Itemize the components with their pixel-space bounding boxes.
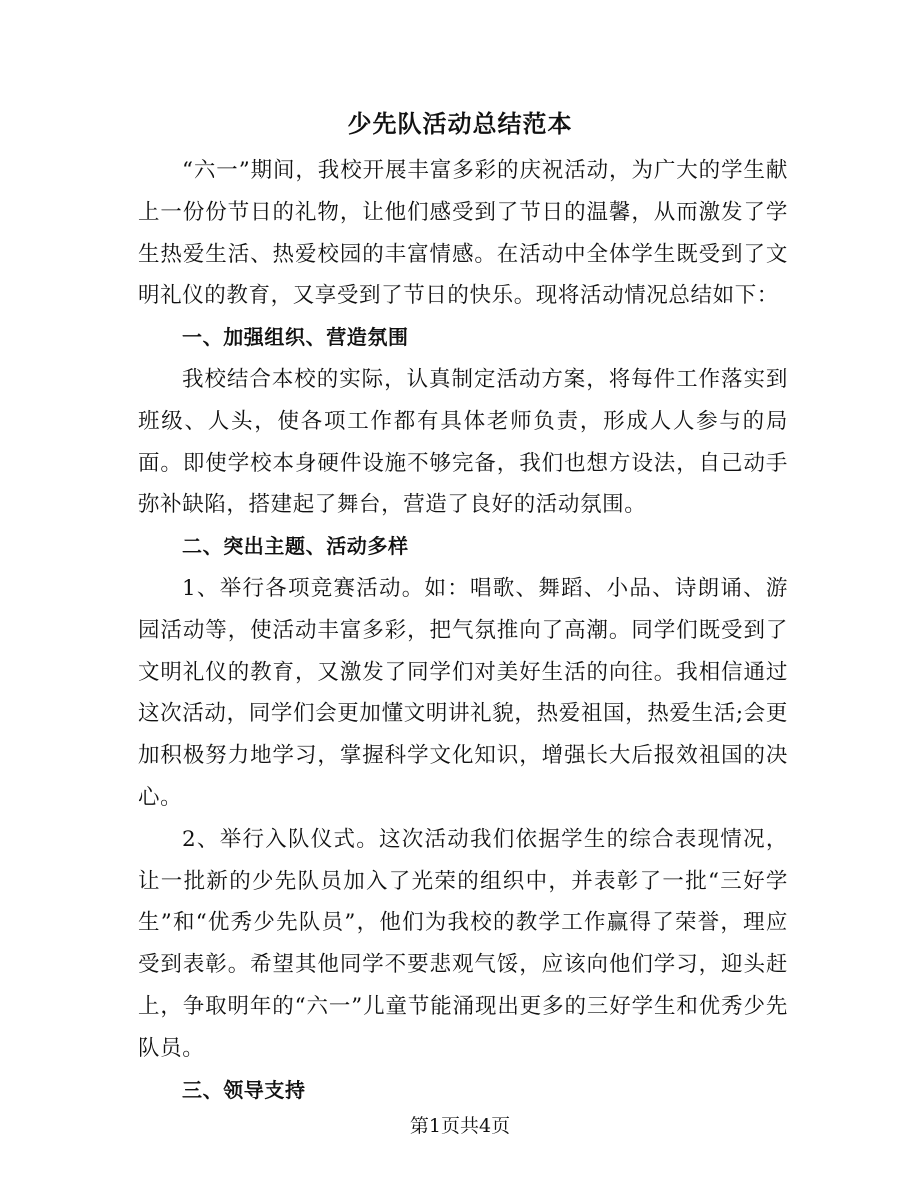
intro-paragraph: “六一”期间，我校开展丰富多彩的庆祝活动，为广大的学生献上一份份节日的礼物，让他们感受到了节日的温馨，从而激发了学生热爱生活、热爱校园的丰富情感。在活动中全体学生既受到了文明礼仪的教育，又享受到了节日的快乐。现将活动情况总结如下：: [138, 158, 788, 309]
document-title: 少先队活动总结范本: [347, 110, 573, 138]
section-heading-1: 一、加强组织、营造氛围: [182, 325, 409, 350]
section-2-item-1-paragraph: 1、举行各项竞赛活动。如：唱歌、舞蹈、小品、诗朗诵、游园活动等，使活动丰富多彩，把气氛推向了高潮。同学们既受到了文明礼仪的教育，又激发了同学们对美好生活的向往。我相信通过这次活动，同学们会更加懂文明讲礼貌，热爱祖国，热爱生活;会更加积极努力地学习，掌握科学文化知识，增强长大后报效祖国的决心。: [138, 575, 788, 810]
document-body: [138, 150, 788, 1111]
section-1-paragraph: 我校结合本校的实际，认真制定活动方案，将每件工作落实到班级、人头，使各项工作都有具体老师负责，形成人人参与的局面。即使学校本身硬件设施不够完备，我们也想方设法，自己动手弥补缺陷，搭建起了舞台，营造了良好的活动氛围。: [138, 366, 788, 518]
section-heading-2: 二、突出主题、活动多样: [182, 534, 409, 559]
page-number-footer: 第1页共4页: [409, 1115, 511, 1137]
section-heading-3: 三、领导支持: [182, 1077, 306, 1102]
section-2-item-2-paragraph: 2、举行入队仪式。这次活动我们依据学生的综合表现情况，让一批新的少先队员加入了光荣的组织中，并表彰了一批“三好学生”和“优秀少先队员”，他们为我校的教学工作赢得了荣誉，理应受到表彰。希望其他同学不要悲观气馁，应该向他们学习，迎头赶上，争取明年的“六一”儿童节能涌现出更多的三好学生和优秀少先队员。: [138, 826, 788, 1061]
